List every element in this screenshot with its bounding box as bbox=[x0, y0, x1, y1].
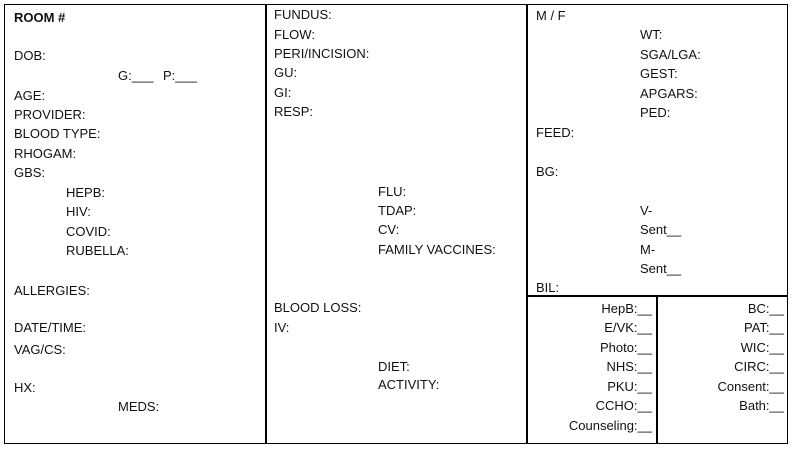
para-field: P:___ bbox=[163, 68, 197, 83]
feed-label: FEED: bbox=[536, 125, 575, 140]
checklist-item-pat: PAT:__ bbox=[744, 320, 784, 335]
hx-label: HX: bbox=[14, 380, 36, 395]
blood-type-label: BLOOD TYPE: bbox=[14, 126, 101, 141]
room-label: ROOM # bbox=[14, 10, 66, 25]
flu-label: FLU: bbox=[378, 184, 407, 199]
date-time-label: DATE/TIME: bbox=[14, 320, 86, 335]
checklist-item-pku: PKU:__ bbox=[607, 379, 652, 394]
bil-label: BIL: bbox=[536, 280, 560, 295]
sex-label: M / F bbox=[536, 8, 566, 23]
rubella-label: RUBELLA: bbox=[66, 243, 129, 258]
ped-label: PED: bbox=[640, 105, 671, 120]
activity-label: ACTIVITY: bbox=[378, 377, 440, 392]
hepb-label: HEPB: bbox=[66, 185, 106, 200]
gi-label: GI: bbox=[274, 85, 292, 100]
fundus-label: FUNDUS: bbox=[274, 7, 332, 22]
checklist-item-consent: Consent:__ bbox=[717, 379, 784, 394]
blood-loss-label: BLOOD LOSS: bbox=[274, 300, 362, 315]
checklist-item-hepb: HepB:__ bbox=[601, 301, 652, 316]
sga-lga-label: SGA/LGA: bbox=[640, 47, 701, 62]
provider-label: PROVIDER: bbox=[14, 107, 86, 122]
vag-cs-label: VAG/CS: bbox=[14, 342, 66, 357]
meds-label: MEDS: bbox=[118, 399, 160, 414]
checklist-item-photo: Photo:__ bbox=[599, 340, 652, 355]
checklist-item-circ: CIRC:__ bbox=[734, 359, 784, 374]
checklist-item-bc: BC:__ bbox=[747, 301, 784, 316]
divider-col1 bbox=[265, 4, 267, 444]
allergies-label: ALLERGIES: bbox=[14, 283, 90, 298]
apgars-label: APGARS: bbox=[640, 86, 698, 101]
peri-incision-label: PERI/INCISION: bbox=[274, 46, 370, 61]
m-sent-field: Sent__ bbox=[640, 261, 682, 276]
checklist-item-evk: E/VK:__ bbox=[604, 320, 652, 335]
divider-col2 bbox=[526, 4, 528, 444]
tdap-label: TDAP: bbox=[378, 203, 417, 218]
v-sent-field: Sent__ bbox=[640, 222, 682, 237]
bg-label: BG: bbox=[536, 164, 559, 179]
m-label: M- bbox=[640, 242, 656, 257]
dob-label: DOB: bbox=[14, 48, 46, 63]
checklist-item-ccho: CCHO:__ bbox=[595, 398, 652, 413]
checklist-item-bath: Bath:__ bbox=[739, 398, 784, 413]
hiv-label: HIV: bbox=[66, 204, 91, 219]
v-label: V- bbox=[640, 203, 653, 218]
checklist-item-wic: WIC:__ bbox=[740, 340, 784, 355]
resp-label: RESP: bbox=[274, 104, 314, 119]
gest-label: GEST: bbox=[640, 66, 678, 81]
age-label: AGE: bbox=[14, 88, 46, 103]
wt-label: WT: bbox=[640, 27, 663, 42]
family-vaccines-label: FAMILY VACCINES: bbox=[378, 242, 496, 257]
rhogam-label: RHOGAM: bbox=[14, 146, 77, 161]
cv-label: CV: bbox=[378, 222, 400, 237]
checklist-item-counseling: Counseling:__ bbox=[568, 418, 652, 433]
flow-label: FLOW: bbox=[274, 27, 315, 42]
iv-label: IV: bbox=[274, 320, 290, 335]
gu-label: GU: bbox=[274, 65, 298, 80]
divider-checklist-mid bbox=[656, 295, 658, 444]
checklist-item-nhs: NHS:__ bbox=[606, 359, 652, 374]
gbs-label: GBS: bbox=[14, 165, 46, 180]
covid-label: COVID: bbox=[66, 224, 111, 239]
gravida-field: G:___ bbox=[118, 68, 154, 83]
diet-label: DIET: bbox=[378, 359, 410, 374]
